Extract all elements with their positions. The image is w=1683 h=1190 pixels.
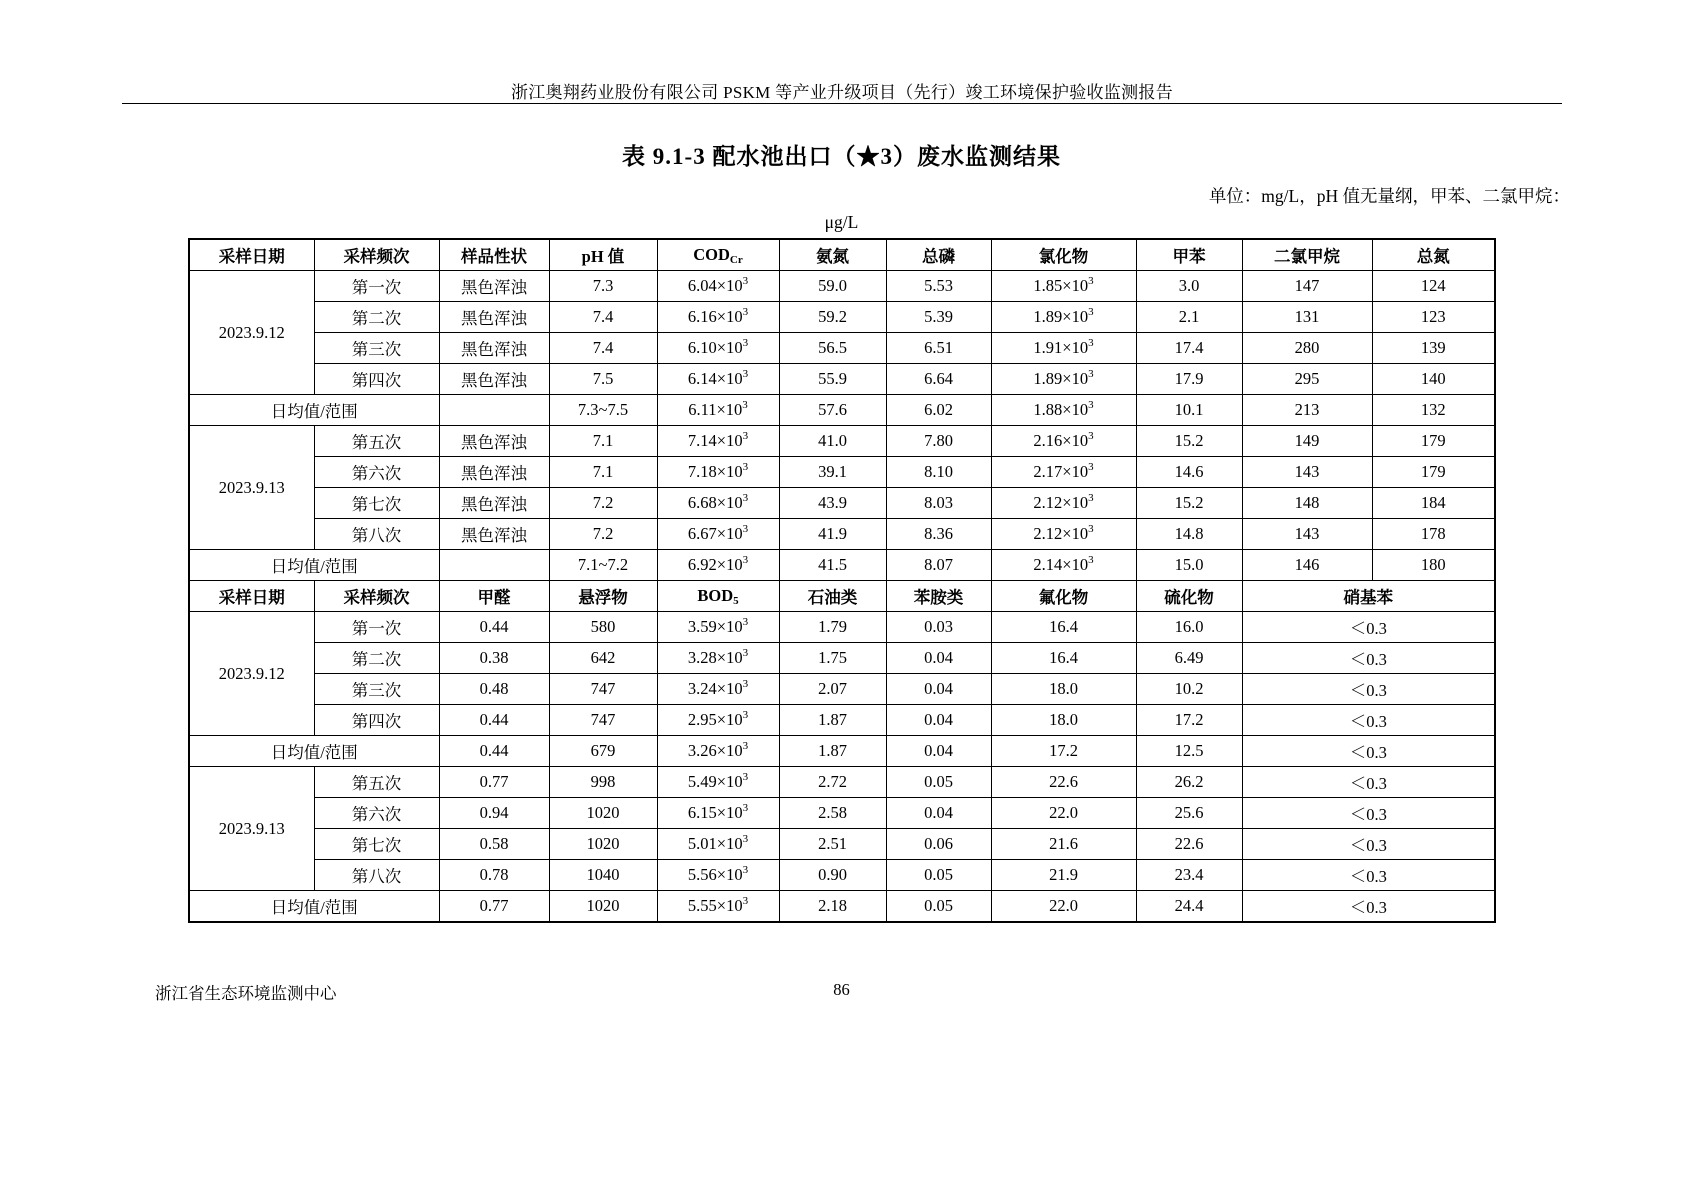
ph-value: 7.2 [549,488,657,519]
sample-date: 2023.9.12 [189,612,314,736]
table-title: 表 9.1-3 配水池出口（★3）废水监测结果 [622,144,1061,169]
nitrobenzene-value: ＜0.3 [1242,705,1495,736]
table-row [189,302,1495,333]
suspended-solids-value: 642 [549,643,657,674]
total-nitrogen-value: 123 [1372,302,1495,333]
suspended-solids-value: 1020 [549,891,657,923]
toluene-value: 14.8 [1136,519,1242,550]
total-nitrogen-value: 179 [1372,457,1495,488]
formaldehyde-value: 0.77 [439,767,549,798]
fluoride-value: 16.4 [991,643,1136,674]
nitrobenzene-value: ＜0.3 [1242,860,1495,891]
table-row [189,519,1495,550]
chloride-value: $2.17\times 10^3$ [991,457,1136,488]
ph-value: 7.4 [549,333,657,364]
sample-seq: 第七次 [314,488,439,519]
ammonia-value: 55.9 [779,364,886,395]
col-header: 采样频次 [314,581,439,612]
unit-note-continued: μg/L [824,212,859,232]
col-header: 甲醛 [439,581,549,612]
sulfide-value: 17.2 [1136,705,1242,736]
col-header: pH 值 [549,239,657,271]
phosphorus-value: 6.02 [886,395,991,426]
page-number: 86 [833,980,850,999]
sample-appearance: 黑色浑浊 [439,519,549,550]
aniline-value: 0.05 [886,767,991,798]
petroleum-value: 2.07 [779,674,886,705]
sample-seq: 第四次 [314,364,439,395]
sulfide-value: 26.2 [1136,767,1242,798]
toluene-value: 15.0 [1136,550,1242,581]
chloride-value: $2.12\times 10^3$ [991,488,1136,519]
toluene-value: 2.1 [1136,302,1242,333]
fluoride-value: 16.4 [991,612,1136,643]
table-row [189,798,1495,829]
col-header: 甲苯 [1136,239,1242,271]
table-row [189,829,1495,860]
sample-appearance: 黑色浑浊 [439,364,549,395]
bod5-value: $5.01\times 10^3$ [657,829,779,860]
bod5-value: $5.55\times 10^3$ [657,891,779,923]
table-row [189,612,1495,643]
table-summary-row [189,736,1495,767]
total-nitrogen-value: 178 [1372,519,1495,550]
toluene-value: 17.4 [1136,333,1242,364]
nitrobenzene-value: ＜0.3 [1242,767,1495,798]
petroleum-value: 2.58 [779,798,886,829]
table-row [189,426,1495,457]
bod5-value: $6.15\times 10^3$ [657,798,779,829]
aniline-value: 0.05 [886,860,991,891]
nitrobenzene-value: ＜0.3 [1242,891,1495,923]
daily-average-label: 日均值/范围 [189,550,439,581]
wastewater-monitoring-table [188,238,1496,923]
total-nitrogen-value: 140 [1372,364,1495,395]
ph-value: 7.1 [549,426,657,457]
sample-appearance: 黑色浑浊 [439,426,549,457]
daily-average-label: 日均值/范围 [189,395,439,426]
petroleum-value: 1.87 [779,705,886,736]
aniline-value: 0.04 [886,705,991,736]
phosphorus-value: 5.53 [886,271,991,302]
dichloromethane-value: 131 [1242,302,1372,333]
sample-seq: 第三次 [314,674,439,705]
formaldehyde-value: 0.77 [439,891,549,923]
running-header: 浙江奥翔药业股份有限公司 PSKM 等产业升级项目（先行）竣工环境保护验收监测报告 [510,83,1174,102]
sample-seq: 第一次 [314,271,439,302]
fluoride-value: 18.0 [991,674,1136,705]
col-header: 氯化物 [991,239,1136,271]
dichloromethane-value: 148 [1242,488,1372,519]
chloride-value: $2.16\times 10^3$ [991,426,1136,457]
phosphorus-value: 8.36 [886,519,991,550]
col-header: 氨氮 [779,239,886,271]
sample-seq: 第五次 [314,426,439,457]
sample-seq: 第七次 [314,829,439,860]
table-body [189,239,1495,922]
ph-value: 7.5 [549,364,657,395]
col-header: 苯胺类 [886,581,991,612]
sample-appearance: 黑色浑浊 [439,457,549,488]
sample-date: 2023.9.13 [189,767,314,891]
dichloromethane-value: 143 [1242,519,1372,550]
phosphorus-value: 7.80 [886,426,991,457]
col-header: 总氮 [1372,239,1495,271]
col-header: 硫化物 [1136,581,1242,612]
bod5-value: $3.26\times 10^3$ [657,736,779,767]
sample-seq: 第八次 [314,860,439,891]
toluene-value: 15.2 [1136,426,1242,457]
ph-value: 7.2 [549,519,657,550]
fluoride-value: 22.0 [991,891,1136,923]
col-header-bod5: $BOD_5$ [657,581,779,612]
bod5-value: $3.24\times 10^3$ [657,674,779,705]
petroleum-value: 1.75 [779,643,886,674]
toluene-value: 14.6 [1136,457,1242,488]
chloride-value: $1.89\times 10^3$ [991,302,1136,333]
sulfide-value: 24.4 [1136,891,1242,923]
dichloromethane-value: 149 [1242,426,1372,457]
aniline-value: 0.05 [886,891,991,923]
fluoride-value: 22.0 [991,798,1136,829]
sample-seq: 第六次 [314,798,439,829]
table-row [189,643,1495,674]
phosphorus-value: 6.51 [886,333,991,364]
chloride-value: $1.85\times 10^3$ [991,271,1136,302]
codcr-value: $6.04\times 10^3$ [657,271,779,302]
sample-appearance [439,550,549,581]
petroleum-value: 1.87 [779,736,886,767]
total-nitrogen-value: 184 [1372,488,1495,519]
table-row [189,457,1495,488]
sample-seq: 第二次 [314,643,439,674]
table-row [189,488,1495,519]
col-header: 采样频次 [314,239,439,271]
sulfide-value: 16.0 [1136,612,1242,643]
aniline-value: 0.04 [886,736,991,767]
total-nitrogen-value: 132 [1372,395,1495,426]
col-header: 硝基苯 [1242,581,1495,612]
fluoride-value: 21.6 [991,829,1136,860]
dichloromethane-value: 280 [1242,333,1372,364]
suspended-solids-value: 580 [549,612,657,643]
codcr-value: $7.14\times 10^3$ [657,426,779,457]
aniline-value: 0.04 [886,674,991,705]
toluene-value: 15.2 [1136,488,1242,519]
ammonia-value: 59.0 [779,271,886,302]
bod5-value: $3.28\times 10^3$ [657,643,779,674]
chloride-value: $1.89\times 10^3$ [991,364,1136,395]
suspended-solids-value: 998 [549,767,657,798]
toluene-value: 17.9 [1136,364,1242,395]
sulfide-value: 23.4 [1136,860,1242,891]
codcr-value: $6.14\times 10^3$ [657,364,779,395]
col-header: 样品性状 [439,239,549,271]
formaldehyde-value: 0.58 [439,829,549,860]
daily-average-label: 日均值/范围 [189,736,439,767]
formaldehyde-value: 0.38 [439,643,549,674]
sample-seq: 第三次 [314,333,439,364]
aniline-value: 0.04 [886,798,991,829]
phosphorus-value: 8.07 [886,550,991,581]
nitrobenzene-value: ＜0.3 [1242,643,1495,674]
sample-seq: 第八次 [314,519,439,550]
suspended-solids-value: 1020 [549,829,657,860]
table-row [189,333,1495,364]
total-nitrogen-value: 139 [1372,333,1495,364]
nitrobenzene-value: ＜0.3 [1242,674,1495,705]
ammonia-value: 41.0 [779,426,886,457]
sample-date: 2023.9.13 [189,426,314,550]
ammonia-value: 43.9 [779,488,886,519]
dichloromethane-value: 295 [1242,364,1372,395]
total-nitrogen-value: 179 [1372,426,1495,457]
ph-value: 7.3 [549,271,657,302]
ph-value: 7.1 [549,457,657,488]
sample-appearance: 黑色浑浊 [439,488,549,519]
codcr-value: $6.68\times 10^3$ [657,488,779,519]
phosphorus-value: 6.64 [886,364,991,395]
table-header-row-1 [189,239,1495,271]
aniline-value: 0.04 [886,643,991,674]
sulfide-value: 22.6 [1136,829,1242,860]
fluoride-value: 21.9 [991,860,1136,891]
daily-average-label: 日均值/范围 [189,891,439,923]
phosphorus-value: 5.39 [886,302,991,333]
formaldehyde-value: 0.44 [439,705,549,736]
dichloromethane-value: 143 [1242,457,1372,488]
petroleum-value: 1.79 [779,612,886,643]
unit-note: 单位：mg/L，pH 值无量纲，甲苯、二氯甲烷： [1208,186,1570,206]
suspended-solids-value: 1040 [549,860,657,891]
ammonia-value: 39.1 [779,457,886,488]
sample-seq: 第二次 [314,302,439,333]
col-header: 悬浮物 [549,581,657,612]
codcr-value: $6.92\times 10^3$ [657,550,779,581]
formaldehyde-value: 0.48 [439,674,549,705]
ammonia-value: 59.2 [779,302,886,333]
formaldehyde-value: 0.44 [439,736,549,767]
header-divider [122,103,1562,104]
sample-seq: 第五次 [314,767,439,798]
table-header-row-2 [189,581,1495,612]
ph-range: 7.1~7.2 [549,550,657,581]
sample-appearance: 黑色浑浊 [439,271,549,302]
table-row [189,767,1495,798]
footer-organization: 浙江省生态环境监测中心 [155,984,337,1003]
aniline-value: 0.03 [886,612,991,643]
col-header: 采样日期 [189,239,314,271]
nitrobenzene-value: ＜0.3 [1242,829,1495,860]
nitrobenzene-value: ＜0.3 [1242,798,1495,829]
suspended-solids-value: 747 [549,674,657,705]
sample-seq: 第四次 [314,705,439,736]
bod5-value: $5.56\times 10^3$ [657,860,779,891]
table-row [189,674,1495,705]
fluoride-value: 18.0 [991,705,1136,736]
sulfide-value: 6.49 [1136,643,1242,674]
nitrobenzene-value: ＜0.3 [1242,612,1495,643]
total-nitrogen-value: 180 [1372,550,1495,581]
fluoride-value: 17.2 [991,736,1136,767]
col-header: 总磷 [886,239,991,271]
codcr-value: $6.16\times 10^3$ [657,302,779,333]
sample-seq: 第六次 [314,457,439,488]
sulfide-value: 12.5 [1136,736,1242,767]
sample-date: 2023.9.12 [189,271,314,395]
col-header: 氟化物 [991,581,1136,612]
petroleum-value: 2.72 [779,767,886,798]
toluene-value: 10.1 [1136,395,1242,426]
bod5-value: $3.59\times 10^3$ [657,612,779,643]
petroleum-value: 2.18 [779,891,886,923]
ammonia-value: 41.5 [779,550,886,581]
sample-appearance: 黑色浑浊 [439,302,549,333]
table-summary-row [189,550,1495,581]
chloride-value: $2.14\times 10^3$ [991,550,1136,581]
suspended-solids-value: 679 [549,736,657,767]
col-header: 二氯甲烷 [1242,239,1372,271]
sulfide-value: 10.2 [1136,674,1242,705]
aniline-value: 0.06 [886,829,991,860]
codcr-value: $6.10\times 10^3$ [657,333,779,364]
total-nitrogen-value: 124 [1372,271,1495,302]
table-row [189,705,1495,736]
table-summary-row [189,891,1495,923]
col-header: 采样日期 [189,581,314,612]
col-header: 石油类 [779,581,886,612]
sample-seq: 第一次 [314,612,439,643]
formaldehyde-value: 0.78 [439,860,549,891]
suspended-solids-value: 1020 [549,798,657,829]
table-row [189,364,1495,395]
codcr-value: $6.11\times 10^3$ [657,395,779,426]
bod5-value: $2.95\times 10^3$ [657,705,779,736]
formaldehyde-value: 0.94 [439,798,549,829]
ph-value: 7.4 [549,302,657,333]
col-header-codcr: $COD_{Cr}$ [657,239,779,271]
suspended-solids-value: 747 [549,705,657,736]
ammonia-value: 57.6 [779,395,886,426]
dichloromethane-value: 146 [1242,550,1372,581]
phosphorus-value: 8.10 [886,457,991,488]
nitrobenzene-value: ＜0.3 [1242,736,1495,767]
table-row [189,271,1495,302]
petroleum-value: 0.90 [779,860,886,891]
table-summary-row [189,395,1495,426]
dichloromethane-value: 147 [1242,271,1372,302]
ammonia-value: 41.9 [779,519,886,550]
chloride-value: $2.12\times 10^3$ [991,519,1136,550]
chloride-value: $1.88\times 10^3$ [991,395,1136,426]
codcr-value: $7.18\times 10^3$ [657,457,779,488]
ammonia-value: 56.5 [779,333,886,364]
bod5-value: $5.49\times 10^3$ [657,767,779,798]
sample-appearance [439,395,549,426]
petroleum-value: 2.51 [779,829,886,860]
toluene-value: 3.0 [1136,271,1242,302]
sample-appearance: 黑色浑浊 [439,333,549,364]
dichloromethane-value: 213 [1242,395,1372,426]
phosphorus-value: 8.03 [886,488,991,519]
fluoride-value: 22.6 [991,767,1136,798]
ph-range: 7.3~7.5 [549,395,657,426]
table-row [189,860,1495,891]
codcr-value: $6.67\times 10^3$ [657,519,779,550]
chloride-value: $1.91\times 10^3$ [991,333,1136,364]
sulfide-value: 25.6 [1136,798,1242,829]
formaldehyde-value: 0.44 [439,612,549,643]
